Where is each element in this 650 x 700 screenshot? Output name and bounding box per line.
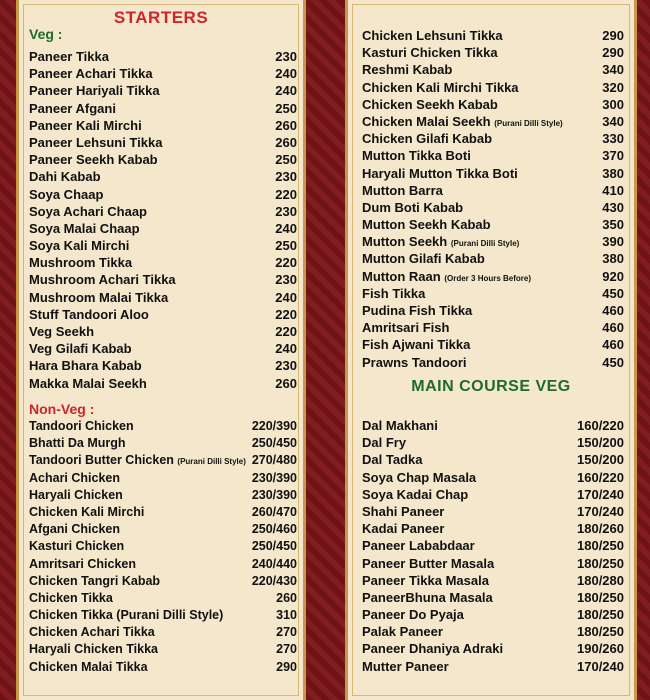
menu-item [362, 469, 624, 486]
menu-item-name-text: Paneer Dhaniya Adraki [362, 641, 504, 657]
menu-item-name-text: Chicken Seekh Kabab [362, 96, 498, 112]
menu-item-name [29, 556, 136, 573]
menu-item-name [29, 607, 223, 624]
menu-item-price: 290 [602, 28, 624, 43]
menu-item [362, 96, 624, 113]
menu-item [29, 573, 297, 590]
menu-item-name [29, 418, 134, 435]
menu-item-price: 350 [602, 217, 624, 233]
menu-item-price: 220/390 [251, 419, 297, 433]
menu-item-price: 460 [602, 320, 624, 336]
menu-item [362, 354, 624, 371]
menu-item-price: 240 [275, 289, 297, 305]
menu-item [29, 538, 297, 555]
menu-item-name-text: Tandoori Butter Chicken [29, 453, 174, 468]
menu-item-name-text: Soya Kali Mirchi [29, 238, 130, 254]
menu-item-name-text: Haryali Chicken [29, 487, 123, 502]
menu-item-price: 260/470 [251, 504, 297, 519]
nonveg-section-label: Non-Veg : [29, 401, 95, 417]
menu-item-price: 450 [602, 354, 624, 370]
menu-item-price: 160/220 [577, 418, 624, 433]
menu-item-name-text: Chicken Malai Seekh [362, 113, 491, 129]
menu-item-name [29, 357, 142, 374]
menu-item-name [29, 435, 126, 452]
menu-item-price: 370 [602, 148, 624, 164]
menu-item-name [362, 27, 503, 44]
menu-item-name-text: Dal Fry [362, 435, 407, 451]
menu-item-price: 220 [275, 255, 297, 271]
menu-item [29, 82, 297, 99]
menu-item-price: 220/430 [251, 573, 297, 588]
menu-item [29, 435, 297, 452]
menu-item-name-text: Mutton Tikka Boti [362, 148, 471, 164]
menu-item [362, 319, 624, 336]
menu-item-name-text: Fish Tikka [362, 285, 426, 301]
menu-item-price: 180/250 [577, 538, 624, 554]
veg-starters-list [29, 48, 297, 392]
menu-item-name-text: Palak Paneer [362, 624, 443, 640]
menu-item-price: 410 [602, 182, 624, 198]
menu-item-name-text: PaneerBhuna Masala [362, 589, 493, 605]
menu-item-name [29, 271, 176, 288]
menu-item-name-text: Dal Makhani [362, 418, 438, 433]
menu-item-name-text: Mushroom Achari Tikka [29, 272, 176, 288]
menu-item-price: 150/200 [577, 452, 624, 468]
menu-item [29, 607, 297, 624]
menu-item-name [362, 319, 449, 336]
menu-item-price: 920 [602, 268, 624, 284]
menu-item-price: 230 [275, 272, 297, 288]
menu-item-name-text: Dahi Kabab [29, 169, 101, 185]
menu-item-name [29, 117, 142, 134]
menu-item-price: 170/240 [577, 658, 624, 674]
right-menu-panel [345, 0, 637, 700]
menu-item [362, 572, 624, 589]
menu-item [29, 487, 297, 504]
menu-item-price: 290 [602, 45, 624, 61]
menu-item-price: 250/460 [251, 522, 297, 537]
menu-item-name [29, 659, 148, 676]
menu-item [362, 417, 624, 434]
menu-item-price: 260 [276, 590, 297, 605]
menu-item [29, 323, 297, 340]
menu-item-price: 460 [602, 303, 624, 318]
menu-item-price: 250 [275, 238, 297, 254]
menu-item-name-text: Chicken Tikka [29, 590, 113, 605]
menu-item-name-text: Paneer Tikka [29, 49, 109, 64]
menu-item-name-text: Chicken Kali Mirchi [29, 504, 145, 519]
menu-item-name [29, 323, 94, 340]
menu-item [362, 302, 624, 319]
menu-item [362, 503, 624, 520]
menu-item-name-text: Hara Bhara Kabab [29, 358, 142, 374]
menu-item [362, 606, 624, 623]
menu-item [362, 537, 624, 554]
menu-item-name [29, 48, 109, 65]
menu-item [362, 147, 624, 164]
menu-item [29, 624, 297, 641]
menu-item [362, 285, 624, 302]
menu-item-price: 240 [275, 66, 297, 82]
menu-item-price: 230/390 [251, 470, 297, 485]
menu-item-name [362, 285, 425, 302]
left-menu-panel [16, 0, 306, 700]
menu-item-name-text: Dum Boti Kabab [362, 199, 464, 215]
menu-item-name [362, 130, 492, 147]
menu-item-name-text: Paneer Hariyali Tikka [29, 83, 160, 99]
menu-item-name [362, 79, 519, 96]
menu-item [362, 640, 624, 657]
menu-item-name-text: Stuff Tandoori Aloo [29, 306, 149, 322]
menu-item [29, 220, 297, 237]
menu-item-price: 260 [275, 375, 297, 391]
menu-item [29, 151, 297, 168]
nonveg-starters-list [29, 418, 297, 676]
menu-item-name [29, 134, 162, 151]
menu-item-price: 230 [275, 203, 297, 219]
menu-item [29, 289, 297, 306]
menu-item-name [29, 452, 246, 470]
menu-item-name-text: Veg Seekh [29, 324, 95, 339]
menu-item-name [362, 555, 494, 572]
main-course-veg-title: MAIN COURSE VEG [411, 378, 571, 395]
menu-item [362, 182, 624, 199]
menu-item [362, 130, 624, 147]
menu-item-name [362, 537, 475, 554]
menu-item-name [362, 147, 471, 164]
menu-item-name-text: Chicken Tikka (Purani Dilli Style) [29, 608, 224, 623]
menu-item [362, 555, 624, 572]
menu-item-name [29, 151, 158, 168]
menu-item-name [362, 623, 443, 640]
menu-item-name [29, 641, 158, 658]
menu-item-name-text: Chicken Tangri Kabab [29, 573, 161, 588]
menu-item-price: 380 [602, 165, 624, 181]
menu-item [29, 271, 297, 288]
menu-item [29, 134, 297, 151]
menu-item-name-text: Soya Chap Masala [362, 469, 477, 485]
menu-item [29, 203, 297, 220]
menu-item-price: 230/390 [251, 487, 297, 502]
menu-item-name [362, 336, 470, 353]
menu-item-price: 250 [275, 152, 297, 168]
menu-item-note: (Purani Dilli Style) [177, 457, 246, 467]
menu-item [29, 168, 297, 185]
menu-item-price: 160/220 [577, 469, 624, 485]
menu-item [29, 65, 297, 82]
menu-item [362, 113, 624, 130]
menu-item-price: 180/250 [577, 607, 624, 623]
menu-item-name-text: Kasturi Chicken [29, 539, 125, 554]
menu-item-price: 340 [602, 113, 624, 129]
menu-item [362, 79, 624, 96]
menu-item-price: 270 [276, 625, 297, 640]
menu-item-name [362, 302, 472, 319]
menu-item-price: 180/260 [577, 521, 624, 537]
menu-item-name-text: Haryali Mutton Tikka Boti [362, 165, 518, 181]
menu-item [29, 590, 297, 607]
menu-item-name [29, 65, 153, 82]
menu-item-name [29, 203, 147, 220]
menu-item-name-text: Afgani Chicken [29, 522, 120, 537]
menu-item [29, 556, 297, 573]
main-course-veg-list [362, 417, 624, 675]
menu-item-name-text: Kadai Paneer [362, 521, 445, 537]
menu-item-name-text: Amritsari Fish [362, 320, 450, 336]
menu-item-name-text: Soya Malai Chaap [29, 220, 140, 236]
menu-item-name [29, 624, 155, 641]
menu-item-name [362, 216, 491, 233]
starters-title: STARTERS [113, 8, 209, 27]
menu-item-name [362, 658, 449, 675]
veg-section-label: Veg : [29, 26, 63, 42]
menu-item-name-text: Haryali Chicken Tikka [29, 642, 159, 657]
menu-item [29, 237, 297, 254]
menu-item-name-text: Mutter Paneer [362, 658, 449, 674]
menu-item-price: 260 [275, 117, 297, 133]
menu-item-name-text: Kasturi Chicken Tikka [362, 45, 498, 61]
menu-item [362, 486, 624, 503]
menu-item-name-text: Paneer Afgani [29, 100, 116, 116]
menu-item-name-text: Achari Chicken [29, 470, 121, 485]
menu-item [362, 336, 624, 353]
menu-item-note: (Purani Dilli Style) [450, 239, 520, 249]
menu-item-price: 250/450 [251, 539, 297, 554]
menu-item-name [362, 503, 444, 520]
menu-item-price: 240 [275, 341, 297, 357]
menu-item-name-text: Veg Gilafi Kabab [29, 341, 132, 357]
menu-item-price: 170/240 [577, 486, 624, 502]
menu-item-price: 270/480 [251, 453, 297, 468]
menu-item-name [362, 182, 443, 199]
menu-item-name-text: Chicken Gilafi Kabab [362, 131, 493, 147]
menu-item-name-text: Reshmi Kabab [362, 62, 453, 78]
menu-item-price: 260 [275, 134, 297, 150]
menu-item [362, 44, 624, 61]
menu-item-name-text: Chicken Malai Tikka [29, 659, 148, 674]
menu-item-price: 380 [602, 251, 624, 267]
menu-item-name-text: Paneer Do Pyaja [362, 607, 464, 623]
menu-item-price: 240/440 [251, 556, 297, 571]
menu-item-name [362, 486, 468, 503]
menu-item-name [29, 521, 120, 538]
menu-item-price: 150/200 [577, 435, 624, 451]
menu-item [362, 434, 624, 451]
menu-item-price: 180/250 [577, 589, 624, 605]
menu-item [362, 623, 624, 640]
menu-item [29, 504, 297, 521]
menu-item [362, 233, 624, 250]
menu-item-name-text: Mutton Seekh [362, 234, 448, 250]
menu-item-name-text: Amritsari Chicken [29, 556, 136, 571]
menu-item-name-text: Makka Malai Seekh [29, 375, 147, 391]
menu-item-price: 220 [275, 324, 297, 339]
menu-item-name-text: Chicken Lehsuni Tikka [362, 28, 503, 43]
menu-item [29, 254, 297, 271]
menu-item [362, 520, 624, 537]
menu-item-name [29, 470, 120, 487]
menu-item [29, 452, 297, 469]
menu-item-name [29, 100, 116, 117]
menu-item-name [362, 354, 467, 371]
menu-item [29, 357, 297, 374]
menu-item-name-text: Paneer Tikka Masala [362, 572, 489, 588]
menu-item-price: 180/250 [577, 624, 624, 640]
menu-item-name [29, 573, 160, 590]
menu-item-price: 430 [602, 199, 624, 215]
menu-item-name [29, 504, 144, 521]
menu-item-name-text: Mutton Seekh Kabab [362, 217, 491, 233]
menu-item [29, 659, 297, 676]
menu-item-name-text: Soya Chaap [29, 186, 104, 202]
menu-item-name-text: Chicken Kali Mirchi Tikka [362, 79, 519, 95]
menu-item [29, 641, 297, 658]
menu-item-price: 300 [602, 96, 624, 112]
menu-item [29, 100, 297, 117]
menu-item-name-text: Bhatti Da Murgh [29, 436, 126, 451]
menu-item-name-text: Fish Ajwani Tikka [362, 337, 471, 353]
menu-item-name-text: Mutton Raan [362, 268, 441, 284]
menu-item-name [29, 82, 160, 99]
menu-item-name [362, 640, 503, 657]
menu-item-price: 220 [275, 186, 297, 202]
menu-item-price: 230 [275, 169, 297, 185]
menu-item-price: 250/450 [251, 436, 297, 451]
menu-item-name [29, 254, 132, 271]
menu-item-name-text: Chicken Achari Tikka [29, 625, 155, 640]
menu-item-name-text: Shahi Paneer [362, 503, 445, 519]
menu-item-name [362, 572, 489, 589]
menu-item-name [29, 168, 101, 185]
menu-item-name-text: Paneer Kali Mirchi [29, 117, 142, 133]
menu-item [29, 340, 297, 357]
menu-item-name [362, 96, 498, 113]
menu-item-note: (Purani Dilli Style) [494, 118, 563, 128]
menu-item-price: 390 [602, 234, 624, 250]
menu-item [362, 451, 624, 468]
nonveg-starters-list-continued [362, 27, 624, 371]
menu-item-price: 240 [275, 83, 297, 99]
menu-item-name-text: Pudina Fish Tikka [362, 303, 473, 318]
menu-item [29, 470, 297, 487]
menu-item-name [362, 44, 498, 61]
menu-item [29, 117, 297, 134]
menu-item [362, 216, 624, 233]
menu-item-name [362, 199, 463, 216]
menu-item [29, 306, 297, 323]
menu-item-name-text: Mushroom Malai Tikka [29, 289, 169, 305]
menu-item-price: 240 [275, 220, 297, 236]
menu-item-price: 460 [602, 337, 624, 353]
menu-item-name [362, 451, 422, 468]
menu-item-name-text: Soya Achari Chaap [29, 203, 148, 219]
menu-item [362, 658, 624, 675]
menu-item-name [362, 434, 406, 451]
menu-item [29, 48, 297, 65]
menu-item-name [29, 538, 124, 555]
menu-item-price: 310 [276, 608, 297, 623]
menu-item-name [362, 589, 493, 606]
menu-item [362, 61, 624, 78]
menu-item-name-text: Mutton Gilafi Kabab [362, 251, 485, 267]
menu-item-name [29, 306, 149, 323]
menu-item-name-text: Mushroom Tikka [29, 255, 133, 271]
menu-item-price: 270 [276, 642, 297, 657]
menu-item-note: (Order 3 Hours Before) [444, 273, 532, 283]
menu-item-price: 320 [602, 79, 624, 95]
menu-item-name-text: Paneer Lehsuni Tikka [29, 134, 163, 150]
menu-item-price: 230 [275, 49, 297, 64]
menu-item-name-text: Dal Tadka [362, 452, 423, 468]
menu-item-price: 330 [602, 131, 624, 147]
menu-item-name [29, 186, 103, 203]
menu-item-price: 180/280 [577, 572, 624, 588]
menu-item-name-text: Paneer Lababdaar [362, 538, 475, 554]
menu-item-price: 250 [275, 100, 297, 116]
menu-item-name-text: Tandoori Chicken [29, 419, 134, 433]
menu-item-name-text: Soya Kadai Chap [362, 486, 469, 502]
menu-item-name [362, 469, 476, 486]
menu-item-price: 180/250 [577, 555, 624, 571]
menu-item-name [362, 165, 518, 182]
menu-item-price: 450 [602, 285, 624, 301]
menu-item [29, 375, 297, 392]
menu-item [362, 589, 624, 606]
menu-item [362, 27, 624, 44]
menu-item-name-text: Paneer Achari Tikka [29, 66, 153, 82]
menu-item-name [29, 289, 168, 306]
menu-item-name [362, 606, 464, 623]
menu-item-name [29, 220, 140, 237]
menu-item-price: 190/260 [577, 641, 624, 657]
menu-item [362, 199, 624, 216]
menu-item-price: 290 [276, 659, 297, 674]
menu-item-name [362, 520, 444, 537]
menu-item-name-text: Paneer Seekh Kabab [29, 152, 158, 168]
menu-item-name-text: Paneer Butter Masala [362, 555, 495, 571]
menu-item [29, 418, 297, 435]
menu-item-price: 340 [602, 62, 624, 78]
menu-item-name [29, 375, 147, 392]
menu-item-name [29, 590, 113, 607]
menu-item-name [29, 237, 129, 254]
menu-item-name-text: Mutton Barra [362, 182, 443, 198]
menu-item-price: 230 [275, 358, 297, 374]
menu-item [362, 250, 624, 267]
menu-item-name [362, 61, 452, 78]
menu-item-name [29, 487, 123, 504]
menu-item [29, 186, 297, 203]
menu-item-name [29, 340, 132, 357]
menu-item [362, 165, 624, 182]
menu-item [29, 521, 297, 538]
menu-item-price: 170/240 [577, 503, 624, 519]
menu-item-name-text: Prawns Tandoori [362, 354, 467, 370]
menu-item [362, 268, 624, 285]
menu-item-name [362, 250, 485, 267]
menu-item-name [362, 417, 438, 434]
menu-item-price: 220 [275, 306, 297, 322]
